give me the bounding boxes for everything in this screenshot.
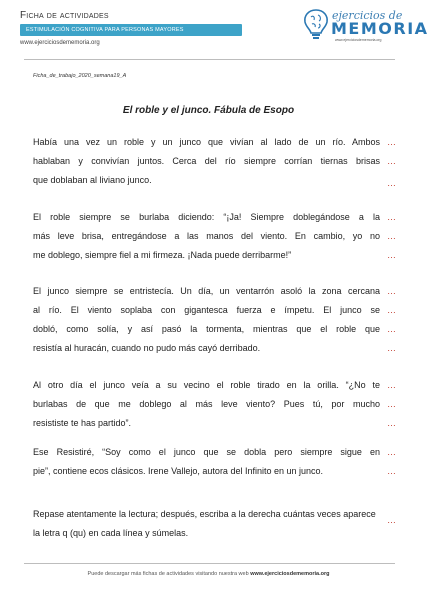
text-line: El junco siempre se entristecía. Un día, un ventarrón asoló la zona cercana: [33, 286, 380, 296]
answer-blank[interactable]: …: [387, 178, 397, 188]
logo-word-top: ejercicios de: [332, 9, 403, 22]
text-line: Ese Resistiré, “Soy como el junco que se dobla pero siempre sigue en: [33, 447, 380, 457]
answer-blank[interactable]: …: [387, 343, 397, 353]
answer-blank[interactable]: …: [387, 380, 397, 390]
answer-blank[interactable]: …: [387, 231, 397, 241]
answer-blank[interactable]: …: [387, 447, 397, 457]
answer-blank[interactable]: …: [387, 466, 397, 476]
footer: [0, 571, 417, 577]
brand-logo[interactable]: [302, 8, 429, 44]
paragraph-5: [33, 443, 380, 481]
header-title: Ficha de actividades: [20, 10, 109, 21]
text-line: Había una vez un roble y un junco que vivían al lado de un río. Ambos: [33, 137, 380, 147]
answer-blank[interactable]: …: [387, 137, 397, 147]
text-line: al río. El viento soplaba con gigantesca fuerza e ímpetu. El junco se: [33, 305, 380, 315]
text-line: que doblaban al liviano junco.: [33, 175, 152, 185]
answer-blank[interactable]: …: [387, 156, 397, 166]
header-site-link[interactable]: www.ejerciciosdememoria.org: [20, 40, 100, 46]
text-line: pie”, contiene ecos clásicos. Irene Vallejo, autora del Infinito en un junco.: [33, 466, 324, 476]
header-divider: [24, 59, 395, 60]
answer-blank[interactable]: …: [387, 212, 397, 222]
answer-blank[interactable]: …: [387, 250, 397, 260]
answer-blank[interactable]: …: [387, 324, 397, 334]
brain-lightbulb-icon: [302, 8, 330, 40]
logo-url: www.ejerciciosdememoria.org: [335, 38, 382, 42]
logo-word-big: MEMORIA: [331, 19, 429, 38]
header-banner: ESTIMULACIÓN COGNITIVA PARA PERSONAS MAYORES: [20, 24, 242, 36]
text-line: burlabas de que me doblego al más leve viento? Pues tú, por mucho: [33, 399, 380, 409]
answer-blank[interactable]: …: [387, 305, 397, 315]
answer-blank[interactable]: …: [387, 399, 397, 409]
footer-divider: [24, 563, 395, 564]
text-line: me doblego, siempre fiel a mi firmeza. ¡Nada puede derribarme!”: [33, 250, 292, 260]
total-answer-blank[interactable]: …: [387, 515, 396, 525]
header: [20, 10, 242, 46]
paragraph-3: [33, 282, 380, 358]
paragraph-1: [33, 133, 380, 190]
text-line: resististe te has partido”.: [33, 418, 132, 428]
text-line: Al otro día el junco veía a su vecino el roble tirado en la orilla. “¿No te: [33, 380, 380, 390]
answer-blank[interactable]: …: [387, 286, 397, 296]
text-line: El roble siempre se burlaba diciendo: “¡Ja! Siempre doblegándose a la: [33, 212, 380, 222]
footer-text: Puede descargar más fichas de actividades visitando nuestra web: [87, 571, 251, 577]
sheet-code: Ficha_de_trabajo_2020_semana19_A: [33, 73, 127, 79]
page-title: El roble y el junco. Fábula de Esopo: [122, 105, 295, 116]
text-line: dobló, como solía, y así pasó la tormenta, mientras que el roble que: [33, 324, 380, 334]
paragraph-4: [33, 376, 380, 433]
text-line: más leve brisa, entregándose a las manos del viento. En cambio, yo no: [33, 231, 380, 241]
text-line: resistía al huracán, cuando no pudo más cayó derribado.: [33, 343, 261, 353]
instruction-text: Repase atentamente la lectura; después, escriba a la derecha cuántas veces aparece la letra q (qu) en cada línea y súmelas.: [33, 509, 376, 538]
footer-site-link[interactable]: www.ejerciciosdememoria.org: [250, 571, 330, 577]
answer-blank[interactable]: …: [387, 418, 397, 428]
paragraph-2: [33, 208, 380, 265]
text-line: hablaban y convivían juntos. Cerca del río siempre corrían tiernas brisas: [33, 156, 380, 166]
